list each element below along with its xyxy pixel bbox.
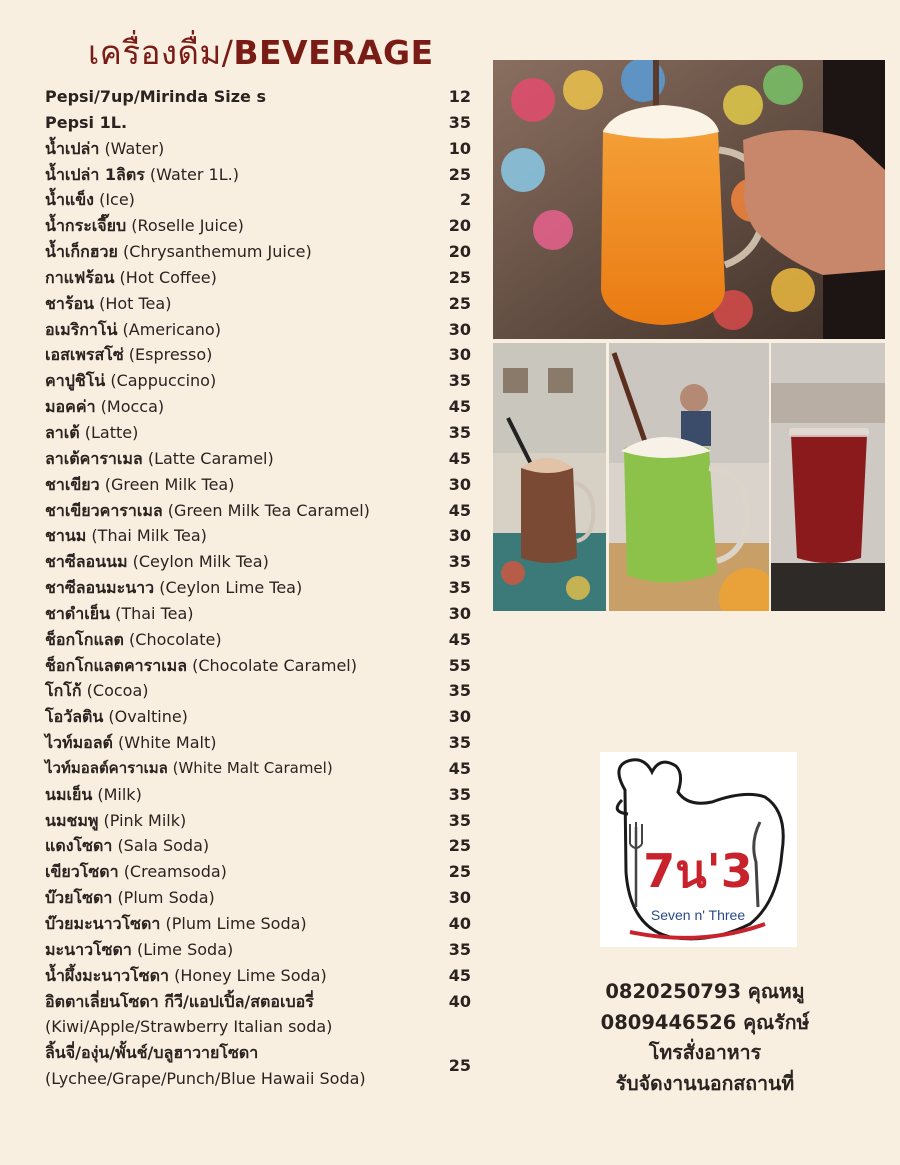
menu-item-name (45, 265, 437, 291)
menu-item-name (45, 291, 437, 317)
title-thai: เครื่องดื่ม/ (88, 33, 234, 72)
menu-item-thai-name: กาแฟร้อน (45, 267, 115, 287)
menu-item-name (45, 498, 437, 524)
menu-item-english-name: (Ice) (99, 190, 135, 210)
menu-item-english-name: (Mocca) (100, 397, 165, 417)
logo-english-text: Seven n' Three (650, 907, 746, 923)
menu-item-english-name: (Roselle Juice) (131, 216, 244, 236)
menu-item-thai-name: คาปูชิโน่ (45, 371, 106, 391)
menu-item-thai-name: น้ำเปล่า (45, 138, 100, 158)
menu-item (45, 704, 471, 730)
menu-item-thai-name: น้ำกระเจี๊ยบ (45, 216, 127, 236)
menu-item-price: 25 (448, 267, 471, 287)
menu-item-thai-name: ชาดำเย็น (45, 603, 110, 623)
menu-item-thai-name: เอสเพรสโซ่ (45, 345, 124, 365)
menu-item-price: 10 (448, 138, 471, 158)
menu-item-thai-name: ช็อกโกแลต (45, 629, 124, 649)
menu-item (45, 989, 471, 1041)
menu-item-name (45, 704, 437, 730)
menu-item-price: 25 (448, 862, 471, 882)
menu-item (45, 808, 471, 834)
menu-item-name (45, 239, 437, 265)
menu-item-name (45, 187, 437, 213)
menu-item-name (45, 911, 437, 937)
menu-item-thai-name: อิตตาเลี่ยนโซดา กีวี/แอปเปิ้ล/สตอเบอรี่ (45, 991, 314, 1011)
menu-item-english-name: (Water 1L.) (149, 164, 239, 184)
menu-item (45, 575, 471, 601)
menu-item-thai-name: ลาเต้ (45, 422, 80, 442)
menu-item-english-name: (Hot Tea) (99, 293, 172, 313)
menu-item-thai-name: Pepsi/7up/Mirinda Size s (45, 87, 266, 106)
menu-item-name (45, 342, 437, 368)
menu-item-english-name: (Cocoa) (86, 681, 149, 701)
menu-item (45, 523, 471, 549)
menu-item (45, 498, 471, 524)
menu-item-price: 40 (448, 914, 471, 933)
menu-item-thai-name: นมชมพู (45, 810, 99, 830)
menu-item-name (45, 627, 437, 653)
menu-item-price: 30 (448, 526, 471, 546)
menu-item (45, 627, 471, 653)
photo-thai-tea-jug (493, 60, 885, 339)
menu-item-english-name: (Ceylon Milk Tea) (132, 552, 269, 572)
menu-item-price: 20 (448, 242, 471, 262)
menu-item (45, 601, 471, 627)
menu-item-english-name: (Green Milk Tea Caramel) (167, 500, 370, 520)
menu-item-price: 25 (448, 164, 471, 184)
menu-item-english-name: (Thai Tea) (115, 603, 194, 623)
menu-item-name (45, 317, 437, 343)
menu-item-price: 20 (448, 216, 471, 236)
menu-item-thai-name: มะนาวโซดา (45, 939, 132, 959)
menu-item-price: 55 (448, 655, 471, 675)
menu-item-name (45, 549, 437, 575)
menu-item (45, 549, 471, 575)
menu-item (45, 317, 471, 343)
menu-item-thai-name: มอคค่า (45, 397, 96, 417)
menu-item-name (45, 472, 437, 498)
menu-item (45, 678, 471, 704)
menu-item-price: 40 (448, 991, 471, 1011)
menu-item-price: 30 (448, 345, 471, 365)
contact-phone-1: 0820250793 คุณหมู (605, 980, 805, 1003)
menu-item-english-name: (Honey Lime Soda) (174, 965, 327, 985)
menu-item-price: 35 (448, 733, 471, 753)
menu-item-price: 45 (448, 500, 471, 520)
menu-item (45, 394, 471, 420)
menu-item-price: 45 (448, 397, 471, 417)
menu-item-price: 45 (448, 758, 471, 778)
menu-item (45, 963, 471, 989)
menu-item-name (45, 420, 437, 446)
menu-item (45, 782, 471, 808)
logo-thai-text: 7น'3 (643, 844, 753, 898)
menu-item-name (45, 162, 437, 188)
menu-item (45, 110, 471, 136)
menu-item-thai-name: บ๊วยมะนาวโซดา (45, 914, 161, 933)
menu-item-english-name: (Milk) (97, 784, 142, 804)
menu-item (45, 833, 471, 859)
menu-item-name (45, 1040, 437, 1092)
menu-item-english-name: (Creamsoda) (123, 862, 227, 882)
menu-item (45, 859, 471, 885)
menu-item-price: 35 (448, 578, 471, 598)
menu-item (45, 84, 471, 110)
menu-item-english-name: (Water) (104, 138, 165, 158)
menu-item (45, 472, 471, 498)
menu-item (45, 213, 471, 239)
menu-item-price: 35 (448, 681, 471, 701)
menu-item-name (45, 963, 437, 989)
menu-item-price: 35 (448, 784, 471, 804)
menu-item-price: 30 (448, 474, 471, 494)
menu-item-price: 30 (448, 707, 471, 727)
menu-item (45, 756, 471, 782)
menu-item-price: 2 (459, 190, 471, 210)
menu-item-name (45, 446, 437, 472)
menu-item-price: 30 (448, 319, 471, 339)
menu-item-price: 35 (448, 112, 471, 132)
menu-item-english-name: (Chocolate Caramel) (192, 655, 357, 675)
menu-item-name (45, 989, 437, 1041)
menu-item-price: 35 (448, 939, 471, 959)
menu-item (45, 162, 471, 188)
menu-item-price: 35 (448, 422, 471, 442)
menu-item-thai-name: นมเย็น (45, 784, 93, 804)
menu-item-name (45, 136, 437, 162)
menu-item-english-name: (Lime Soda) (136, 939, 234, 959)
menu-item-english-name: (Thai Milk Tea) (91, 526, 207, 546)
menu-item-thai-name: ชาซีลอนมะนาว (45, 578, 155, 598)
menu-item-english-name: (Chocolate) (129, 629, 222, 649)
menu-item-thai-name: ช็อกโกแลตคาราเมล (45, 655, 188, 675)
menu-item-name (45, 575, 437, 601)
menu-item (45, 136, 471, 162)
menu-item-price: 30 (448, 888, 471, 908)
menu-item (45, 730, 471, 756)
menu-item-english-name: (Ovaltine) (108, 707, 188, 727)
menu-item-name (45, 110, 437, 136)
menu-item-name (45, 653, 437, 679)
menu-item-name (45, 678, 437, 704)
menu-item (45, 911, 471, 937)
menu-item-thai-name: เขียวโซดา (45, 862, 119, 882)
menu-item (45, 1040, 471, 1092)
menu-item-thai-name: น้ำแข็ง (45, 190, 94, 210)
menu-item-english-name: (Plum Lime Soda) (165, 914, 307, 933)
menu-item-thai-name: น้ำเก็กฮวย (45, 242, 118, 262)
menu-item (45, 420, 471, 446)
menu-item-price: 45 (448, 448, 471, 468)
menu-item (45, 653, 471, 679)
menu-item-english-name: (Plum Soda) (117, 888, 215, 908)
menu-item-english-name: (Pink Milk) (103, 810, 187, 830)
menu-item (45, 239, 471, 265)
menu-item-thai-name: บ๊วยโซดา (45, 888, 113, 908)
menu-item (45, 265, 471, 291)
menu-item (45, 446, 471, 472)
menu-item-name (45, 859, 437, 885)
menu-item-thai-name: แดงโซดา (45, 836, 113, 856)
beverage-menu-list (45, 84, 471, 1092)
menu-item-english-name: (Sala Soda) (117, 836, 210, 856)
menu-item-thai-name: ชาเขียวคาราเมล (45, 500, 163, 520)
menu-item-name (45, 523, 437, 549)
contact-phone-2: 0809446526 คุณรักษ์ (600, 1010, 810, 1034)
menu-item-thai-name: น้ำผึ้งมะนาวโซดา (45, 965, 169, 985)
menu-item-price: 35 (448, 552, 471, 572)
menu-item-name (45, 213, 437, 239)
menu-item-english-name: (White Malt Caramel) (172, 758, 333, 777)
menu-item-thai-name: โกโก้ (45, 681, 82, 701)
menu-item-price: 25 (448, 836, 471, 856)
menu-item (45, 342, 471, 368)
menu-item-price: 25 (448, 1056, 471, 1076)
menu-item (45, 291, 471, 317)
menu-item-name (45, 833, 437, 859)
menu-item-price: 45 (448, 629, 471, 649)
menu-item-name (45, 730, 437, 756)
menu-item (45, 937, 471, 963)
menu-item-name (45, 756, 437, 782)
menu-item-price: 35 (448, 371, 471, 391)
menu-item-name (45, 394, 437, 420)
menu-item-english-name: (Americano) (122, 319, 221, 339)
menu-item (45, 885, 471, 911)
contact-order-text: โทรสั่งอาหาร (648, 1041, 762, 1064)
menu-item (45, 368, 471, 394)
menu-item-name (45, 937, 437, 963)
contact-info (540, 977, 870, 1099)
menu-item-name (45, 782, 437, 808)
menu-item-price: 35 (448, 810, 471, 830)
menu-item-thai-name: น้ำเปล่า 1ลิตร (45, 164, 145, 184)
restaurant-logo (600, 752, 797, 947)
menu-item-name (45, 601, 437, 627)
page-title (88, 26, 434, 79)
menu-item-thai-name: ไวท์มอลต์ (45, 733, 113, 753)
menu-item-thai-name: ชาเขียว (45, 474, 100, 494)
photo-chocolate-jug (493, 343, 606, 611)
menu-item-name (45, 808, 437, 834)
photo-iced-red-tea-cup (771, 343, 885, 611)
menu-item-thai-name: โอวัลติน (45, 707, 104, 727)
photo-green-tea-jug (609, 343, 769, 611)
menu-item-english-name: (Ceylon Lime Tea) (159, 578, 303, 598)
title-english: BEVERAGE (233, 33, 434, 72)
menu-item-thai-name: ชาซีลอนนม (45, 552, 128, 572)
menu-item-english-name: (Latte) (84, 422, 139, 442)
menu-item-english-name: (Espresso) (128, 345, 213, 365)
menu-item-thai-name: Pepsi 1L. (45, 112, 128, 132)
menu-item-english-name: (Lychee/Grape/Punch/Blue Hawaii Soda) (45, 1069, 366, 1089)
menu-item-english-name: (Kiwi/Apple/Strawberry Italian soda) (45, 1017, 333, 1037)
menu-item-price: 45 (448, 965, 471, 985)
menu-item-thai-name: ลาเต้คาราเมล (45, 448, 143, 468)
menu-item-english-name: (Latte Caramel) (147, 448, 274, 468)
menu-item-thai-name: อเมริกาโน่ (45, 319, 118, 339)
menu-item-english-name: (Chrysanthemum Juice) (122, 242, 312, 262)
menu-item-name (45, 885, 437, 911)
menu-item-thai-name: ชานม (45, 526, 87, 546)
menu-item-english-name: (Hot Coffee) (119, 267, 217, 287)
menu-item-thai-name: ลิ้นจี่/องุ่น/พั้นช์/บลูฮาวายโซดา (45, 1043, 259, 1063)
menu-item-name (45, 84, 437, 110)
contact-catering-text: รับจัดงานนอกสถานที่ (615, 1071, 795, 1095)
menu-item-thai-name: ไวท์มอลต์คาราเมล (45, 758, 168, 777)
menu-item-price: 30 (448, 603, 471, 623)
menu-item-price: 12 (448, 87, 471, 106)
menu-item-price: 25 (448, 293, 471, 313)
menu-item-thai-name: ชาร้อน (45, 293, 94, 313)
menu-item-name (45, 368, 437, 394)
menu-item-english-name: (Green Milk Tea) (104, 474, 235, 494)
menu-item-english-name: (Cappuccino) (110, 371, 217, 391)
menu-item-english-name: (White Malt) (118, 733, 217, 753)
menu-item (45, 187, 471, 213)
